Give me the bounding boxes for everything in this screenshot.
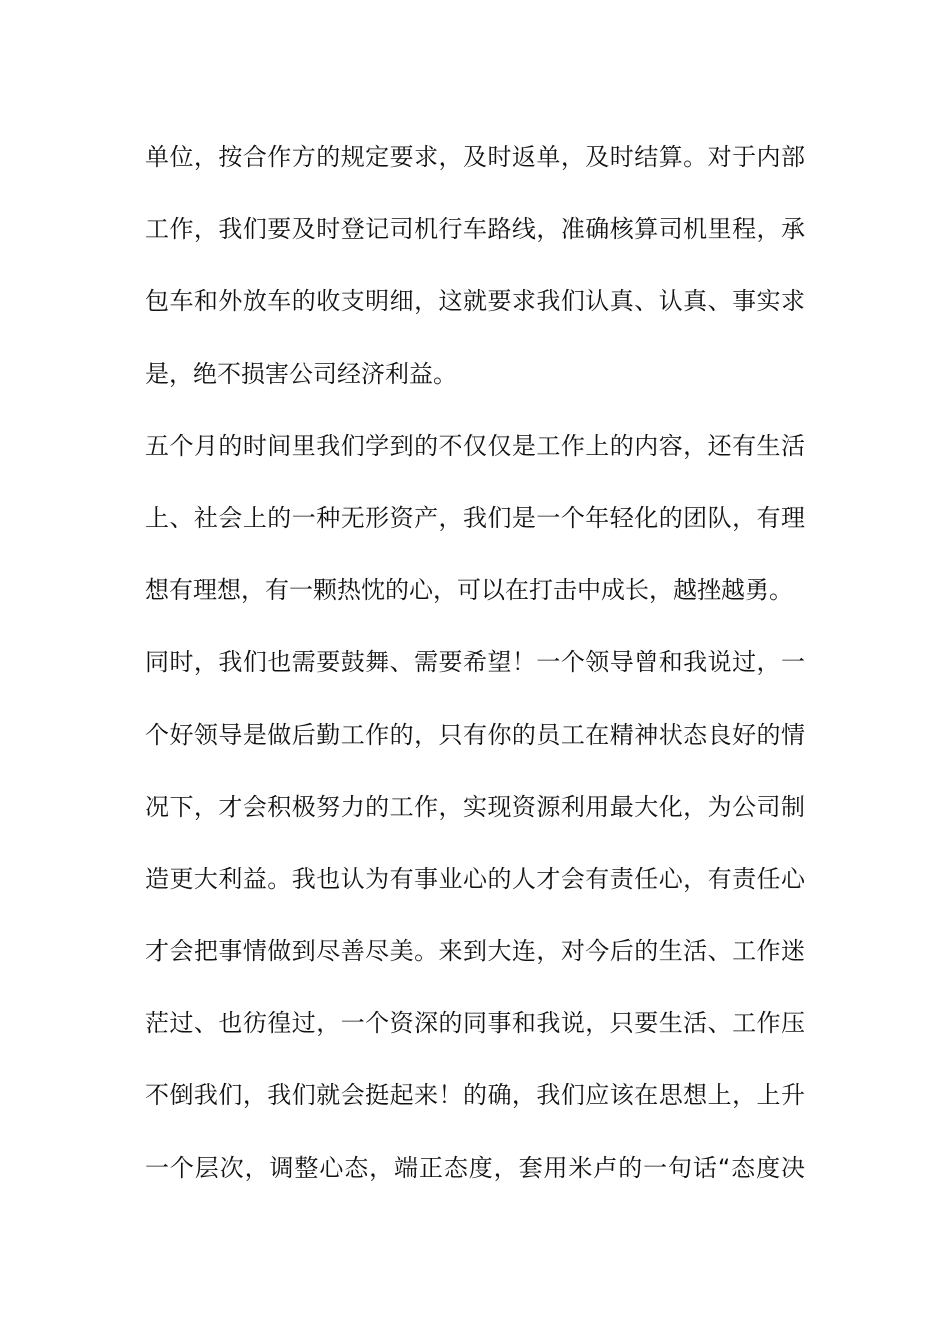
text-line-8: 同时，我们也需要鼓舞、需要希望！一个领导曾和我说过，一 xyxy=(145,648,805,677)
text-line-5: 五个月的时间里我们学到的不仅仅是工作上的内容，还有生活 xyxy=(145,431,805,460)
text-line-3: 包车和外放车的收支明细，这就要求我们认真、认真、事实求 xyxy=(145,287,805,316)
text-line-13: 茫过、也彷徨过，一个资深的同事和我说，只要生活、工作压 xyxy=(145,1009,805,1038)
text-line-2: 工作，我们要及时登记司机行车路线，准确核算司机里程，承 xyxy=(145,215,805,244)
text-line-6: 上、社会上的一种无形资产，我们是一个年轻化的团队，有理 xyxy=(145,503,805,532)
text-line-10: 况下，才会积极努力的工作，实现资源利用最大化，为公司制 xyxy=(145,792,805,821)
text-line-14: 不倒我们，我们就会挺起来！的确，我们应该在思想上，上升 xyxy=(145,1081,805,1110)
body-text xyxy=(145,130,805,1213)
text-line-9: 个好领导是做后勤工作的，只有你的员工在精神状态良好的情 xyxy=(145,720,805,749)
text-line-11: 造更大利益。我也认为有事业心的人才会有责任心，有责任心 xyxy=(145,864,805,893)
text-line-12: 才会把事情做到尽善尽美。来到大连，对今后的生活、工作迷 xyxy=(145,937,805,966)
text-line-15: 一个层次，调整心态，端正态度，套用米卢的一句话“态度决 xyxy=(145,1153,805,1182)
text-line-7: 想有理想，有一颗热忱的心，可以在打击中成长，越挫越勇。 xyxy=(145,576,793,605)
text-line-4: 是，绝不损害公司经济利益。 xyxy=(145,359,457,388)
text-line-1: 单位，按合作方的规定要求，及时返单，及时结算。对于内部 xyxy=(145,143,805,171)
